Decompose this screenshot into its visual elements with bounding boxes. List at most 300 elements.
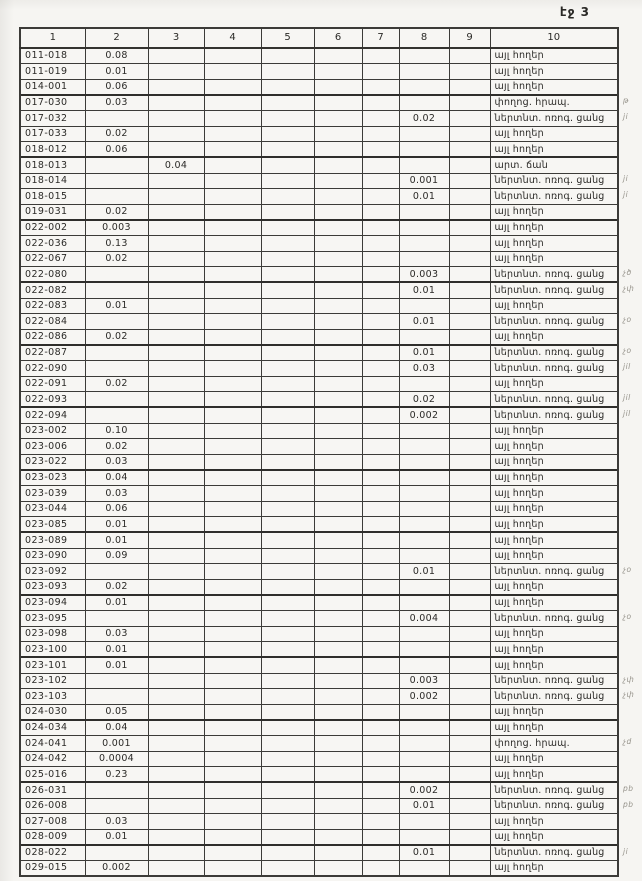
col8-value-cell [399, 579, 449, 595]
col7-value-cell [362, 814, 399, 830]
table-row [20, 314, 618, 330]
col5-value-cell [261, 486, 314, 502]
table-row [20, 267, 618, 283]
col3-value-cell [148, 407, 204, 423]
col7-value-cell [362, 298, 399, 314]
col6-value-cell [314, 704, 362, 720]
col9-value-cell [449, 673, 490, 689]
table-row [20, 454, 618, 470]
col3-value-cell [148, 79, 204, 95]
col9-value-cell [449, 267, 490, 283]
table-row [20, 845, 618, 861]
col3-value-cell [148, 689, 204, 705]
col2-value-cell: 0.02 [85, 376, 148, 392]
col7-value-cell [362, 564, 399, 580]
col7-value-cell [362, 376, 399, 392]
land-category-cell: այլ հողեր [490, 470, 618, 486]
col5-value-cell [261, 814, 314, 830]
land-category-cell: ներտնտ. ոռոգ. ցանց [490, 845, 618, 861]
col5-value-cell [261, 329, 314, 345]
col8-value-cell [399, 454, 449, 470]
col8-value-cell [399, 220, 449, 236]
land-category-cell: այլ հողեր [490, 517, 618, 533]
col2-value-cell [85, 361, 148, 377]
col7-value-cell [362, 423, 399, 439]
col6-value-cell [314, 282, 362, 298]
col8-value-cell [399, 423, 449, 439]
parcel-code-cell: 023-093 [20, 579, 85, 595]
col9-value-cell [449, 204, 490, 220]
col4-value-cell [204, 532, 261, 548]
col2-value-cell [85, 564, 148, 580]
col2-value-cell: 0.01 [85, 64, 148, 80]
col8-value-cell [399, 736, 449, 752]
land-category-cell: այլ հողեր [490, 204, 618, 220]
parcel-code-cell: 022-002 [20, 220, 85, 236]
column-header-6: 6 [314, 28, 362, 48]
col9-value-cell [449, 814, 490, 830]
table-row [20, 126, 618, 142]
column-header-9: 9 [449, 28, 490, 48]
col6-value-cell [314, 392, 362, 408]
col5-value-cell [261, 782, 314, 798]
col6-value-cell [314, 595, 362, 611]
col4-value-cell [204, 767, 261, 783]
col7-value-cell [362, 439, 399, 455]
margin-note: չօ [623, 314, 632, 324]
col2-value-cell: 0.03 [85, 95, 148, 111]
col8-value-cell: 0.03 [399, 361, 449, 377]
col7-value-cell [362, 111, 399, 127]
col6-value-cell [314, 501, 362, 517]
col5-value-cell [261, 579, 314, 595]
col9-value-cell [449, 407, 490, 423]
margin-note: չփ [623, 674, 635, 684]
col8-value-cell [399, 829, 449, 845]
col8-value-cell [399, 548, 449, 564]
col4-value-cell [204, 48, 261, 64]
parcel-code-cell: 023-092 [20, 564, 85, 580]
col3-value-cell [148, 454, 204, 470]
col7-value-cell [362, 314, 399, 330]
parcel-code-cell: 027-008 [20, 814, 85, 830]
col4-value-cell [204, 782, 261, 798]
parcel-code-cell: 022-093 [20, 392, 85, 408]
margin-note: չփ [623, 690, 635, 700]
col7-value-cell [362, 220, 399, 236]
table-row [20, 532, 618, 548]
table-row [20, 329, 618, 345]
table-row [20, 423, 618, 439]
col7-value-cell [362, 673, 399, 689]
col4-value-cell [204, 204, 261, 220]
parcel-code-cell: 024-042 [20, 751, 85, 767]
col3-value-cell [148, 298, 204, 314]
col4-value-cell [204, 361, 261, 377]
col6-value-cell [314, 486, 362, 502]
col3-value-cell [148, 345, 204, 361]
parcel-code-cell: 022-090 [20, 361, 85, 377]
col9-value-cell [449, 486, 490, 502]
land-category-cell: այլ հողեր [490, 751, 618, 767]
col5-value-cell [261, 189, 314, 205]
col5-value-cell [261, 204, 314, 220]
col4-value-cell [204, 126, 261, 142]
parcel-code-cell: 024-030 [20, 704, 85, 720]
col3-value-cell [148, 173, 204, 189]
col3-value-cell [148, 423, 204, 439]
col2-value-cell [85, 189, 148, 205]
table-row [20, 361, 618, 377]
col2-value-cell: 0.06 [85, 79, 148, 95]
col4-value-cell [204, 798, 261, 814]
parcel-code-cell: 023-002 [20, 423, 85, 439]
table-row [20, 298, 618, 314]
parcel-code-cell: 022-036 [20, 236, 85, 252]
col8-value-cell [399, 861, 449, 877]
col2-value-cell: 0.02 [85, 204, 148, 220]
land-category-cell: այլ հողեր [490, 126, 618, 142]
table-row [20, 751, 618, 767]
col7-value-cell [362, 642, 399, 658]
col6-value-cell [314, 470, 362, 486]
col4-value-cell [204, 189, 261, 205]
col4-value-cell [204, 111, 261, 127]
col9-value-cell [449, 751, 490, 767]
col6-value-cell [314, 751, 362, 767]
col7-value-cell [362, 829, 399, 845]
col5-value-cell [261, 267, 314, 283]
col6-value-cell [314, 720, 362, 736]
col3-value-cell [148, 845, 204, 861]
col6-value-cell [314, 579, 362, 595]
col2-value-cell: 0.02 [85, 579, 148, 595]
table-row [20, 282, 618, 298]
land-category-cell: այլ հողեր [490, 532, 618, 548]
col6-value-cell [314, 423, 362, 439]
col4-value-cell [204, 220, 261, 236]
land-category-cell: ներտնտ. ոռոգ. ցանց [490, 267, 618, 283]
col7-value-cell [362, 611, 399, 627]
land-category-cell: այլ հողեր [490, 861, 618, 877]
parcel-code-cell: 026-008 [20, 798, 85, 814]
col4-value-cell [204, 548, 261, 564]
col5-value-cell [261, 126, 314, 142]
col6-value-cell [314, 267, 362, 283]
col6-value-cell [314, 111, 362, 127]
land-category-cell: այլ հողեր [490, 142, 618, 158]
col6-value-cell [314, 329, 362, 345]
col9-value-cell [449, 782, 490, 798]
col5-value-cell [261, 626, 314, 642]
table-row [20, 579, 618, 595]
col7-value-cell [362, 142, 399, 158]
land-category-cell: ներտնտ. ոռոգ. ցանց [490, 282, 618, 298]
col5-value-cell [261, 220, 314, 236]
col5-value-cell [261, 829, 314, 845]
col5-value-cell [261, 767, 314, 783]
column-header-row [20, 28, 618, 48]
col7-value-cell [362, 579, 399, 595]
land-category-cell: այլ հողեր [490, 64, 618, 80]
col4-value-cell [204, 564, 261, 580]
table-row [20, 829, 618, 845]
parcel-code-cell: 028-009 [20, 829, 85, 845]
land-category-cell: այլ հողեր [490, 486, 618, 502]
col2-value-cell: 0.10 [85, 423, 148, 439]
col7-value-cell [362, 751, 399, 767]
land-category-cell: այլ հողեր [490, 220, 618, 236]
col2-value-cell: 0.01 [85, 829, 148, 845]
col5-value-cell [261, 407, 314, 423]
parcel-code-cell: 022-086 [20, 329, 85, 345]
col3-value-cell [148, 548, 204, 564]
col8-value-cell [399, 470, 449, 486]
col2-value-cell [85, 782, 148, 798]
col6-value-cell [314, 204, 362, 220]
parcel-code-cell: 028-022 [20, 845, 85, 861]
col3-value-cell [148, 439, 204, 455]
table-row [20, 376, 618, 392]
table-row [20, 220, 618, 236]
table-row [20, 189, 618, 205]
land-category-cell: ներտնտ. ոռոգ. ցանց [490, 564, 618, 580]
col5-value-cell [261, 861, 314, 877]
col5-value-cell [261, 251, 314, 267]
col6-value-cell [314, 173, 362, 189]
page-number-label: էջ 3 [559, 5, 590, 19]
col3-value-cell [148, 220, 204, 236]
col4-value-cell [204, 157, 261, 173]
col2-value-cell: 0.02 [85, 439, 148, 455]
col8-value-cell [399, 64, 449, 80]
col9-value-cell [449, 48, 490, 64]
col8-value-cell: 0.01 [399, 798, 449, 814]
col2-value-cell [85, 111, 148, 127]
table-row [20, 814, 618, 830]
col5-value-cell [261, 392, 314, 408]
table-row [20, 767, 618, 783]
col9-value-cell [449, 595, 490, 611]
col3-value-cell [148, 767, 204, 783]
col9-value-cell [449, 392, 490, 408]
col2-value-cell: 0.02 [85, 329, 148, 345]
col6-value-cell [314, 798, 362, 814]
col3-value-cell [148, 470, 204, 486]
margin-note: ji [623, 846, 629, 856]
col5-value-cell [261, 657, 314, 673]
col2-value-cell: 0.03 [85, 454, 148, 470]
col9-value-cell [449, 470, 490, 486]
margin-note: չփ [623, 283, 635, 293]
col3-value-cell [148, 642, 204, 658]
col6-value-cell [314, 298, 362, 314]
col2-value-cell [85, 798, 148, 814]
col4-value-cell [204, 392, 261, 408]
col7-value-cell [362, 782, 399, 798]
col4-value-cell [204, 95, 261, 111]
col8-value-cell: 0.002 [399, 407, 449, 423]
col2-value-cell: 0.01 [85, 642, 148, 658]
col6-value-cell [314, 126, 362, 142]
col7-value-cell [362, 95, 399, 111]
col4-value-cell [204, 751, 261, 767]
col4-value-cell [204, 845, 261, 861]
col9-value-cell [449, 642, 490, 658]
col6-value-cell [314, 689, 362, 705]
margin-note: pb [623, 799, 634, 809]
col3-value-cell [148, 751, 204, 767]
col8-value-cell [399, 704, 449, 720]
col3-value-cell [148, 329, 204, 345]
col9-value-cell [449, 79, 490, 95]
parcel-code-cell: 014-001 [20, 79, 85, 95]
column-header-10: 10 [490, 28, 618, 48]
land-category-cell: այլ հողեր [490, 829, 618, 845]
col7-value-cell [362, 845, 399, 861]
table-row [20, 501, 618, 517]
col2-value-cell [85, 157, 148, 173]
col4-value-cell [204, 314, 261, 330]
parcel-code-cell: 017-030 [20, 95, 85, 111]
col6-value-cell [314, 157, 362, 173]
col4-value-cell [204, 673, 261, 689]
col6-value-cell [314, 79, 362, 95]
col6-value-cell [314, 767, 362, 783]
land-category-cell: այլ հողեր [490, 704, 618, 720]
table-row [20, 173, 618, 189]
land-category-cell: ներտնտ. ոռոգ. ցանց [490, 361, 618, 377]
col7-value-cell [362, 767, 399, 783]
col6-value-cell [314, 517, 362, 533]
column-header-7: 7 [362, 28, 399, 48]
col4-value-cell [204, 454, 261, 470]
col2-value-cell: 0.09 [85, 548, 148, 564]
col6-value-cell [314, 251, 362, 267]
col7-value-cell [362, 79, 399, 95]
col5-value-cell [261, 282, 314, 298]
col2-value-cell [85, 282, 148, 298]
margin-note: չծ [623, 267, 632, 277]
col4-value-cell [204, 251, 261, 267]
col2-value-cell: 0.04 [85, 720, 148, 736]
col8-value-cell [399, 517, 449, 533]
col8-value-cell: 0.02 [399, 392, 449, 408]
col5-value-cell [261, 689, 314, 705]
parcel-code-cell: 026-031 [20, 782, 85, 798]
table-row [20, 407, 618, 423]
col3-value-cell [148, 782, 204, 798]
col7-value-cell [362, 486, 399, 502]
col4-value-cell [204, 282, 261, 298]
land-category-cell: ներտնտ. ոռոգ. ցանց [490, 173, 618, 189]
margin-note: չd [623, 737, 632, 747]
col2-value-cell: 0.02 [85, 251, 148, 267]
margin-note: jil [623, 361, 631, 371]
col7-value-cell [362, 236, 399, 252]
col7-value-cell [362, 689, 399, 705]
col6-value-cell [314, 64, 362, 80]
col2-value-cell: 0.06 [85, 501, 148, 517]
col9-value-cell [449, 126, 490, 142]
col7-value-cell [362, 282, 399, 298]
land-category-cell: ներտնտ. ոռոգ. ցանց [490, 314, 618, 330]
table-row [20, 642, 618, 658]
parcel-code-cell: 022-083 [20, 298, 85, 314]
table-row [20, 798, 618, 814]
margin-note: ji [623, 189, 629, 199]
col2-value-cell: 0.03 [85, 486, 148, 502]
land-category-cell: այլ հողեր [490, 79, 618, 95]
table-row [20, 782, 618, 798]
col2-value-cell: 0.01 [85, 657, 148, 673]
table-row [20, 204, 618, 220]
land-category-cell: այլ հողեր [490, 376, 618, 392]
table-row [20, 64, 618, 80]
col8-value-cell [399, 486, 449, 502]
col7-value-cell [362, 345, 399, 361]
col2-value-cell: 0.002 [85, 861, 148, 877]
col8-value-cell [399, 501, 449, 517]
col7-value-cell [362, 736, 399, 752]
land-category-cell: փողոց. հրապ. [490, 95, 618, 111]
col6-value-cell [314, 220, 362, 236]
column-header-2: 2 [85, 28, 148, 48]
col2-value-cell [85, 845, 148, 861]
col6-value-cell [314, 142, 362, 158]
col5-value-cell [261, 345, 314, 361]
col5-value-cell [261, 751, 314, 767]
col3-value-cell [148, 95, 204, 111]
parcel-code-cell: 023-039 [20, 486, 85, 502]
col5-value-cell [261, 64, 314, 80]
col2-value-cell [85, 314, 148, 330]
col7-value-cell [362, 861, 399, 877]
col4-value-cell [204, 439, 261, 455]
col9-value-cell [449, 689, 490, 705]
land-category-cell: այլ հողեր [490, 48, 618, 64]
land-category-cell: ներտնտ. ոռոգ. ցանց [490, 407, 618, 423]
col5-value-cell [261, 501, 314, 517]
land-category-cell: այլ հողեր [490, 454, 618, 470]
col2-value-cell [85, 392, 148, 408]
col7-value-cell [362, 704, 399, 720]
col6-value-cell [314, 439, 362, 455]
col7-value-cell [362, 329, 399, 345]
col6-value-cell [314, 345, 362, 361]
col2-value-cell [85, 267, 148, 283]
col7-value-cell [362, 626, 399, 642]
col9-value-cell [449, 142, 490, 158]
col3-value-cell [148, 564, 204, 580]
table-row [20, 517, 618, 533]
col4-value-cell [204, 376, 261, 392]
col9-value-cell [449, 251, 490, 267]
col4-value-cell [204, 611, 261, 627]
col8-value-cell [399, 142, 449, 158]
col3-value-cell [148, 657, 204, 673]
parcel-code-cell: 025-016 [20, 767, 85, 783]
col9-value-cell [449, 532, 490, 548]
col8-value-cell [399, 751, 449, 767]
col9-value-cell [449, 157, 490, 173]
table-row [20, 564, 618, 580]
col3-value-cell [148, 314, 204, 330]
col3-value-cell [148, 829, 204, 845]
col5-value-cell [261, 454, 314, 470]
col9-value-cell [449, 611, 490, 627]
margin-note: թ [623, 95, 630, 105]
